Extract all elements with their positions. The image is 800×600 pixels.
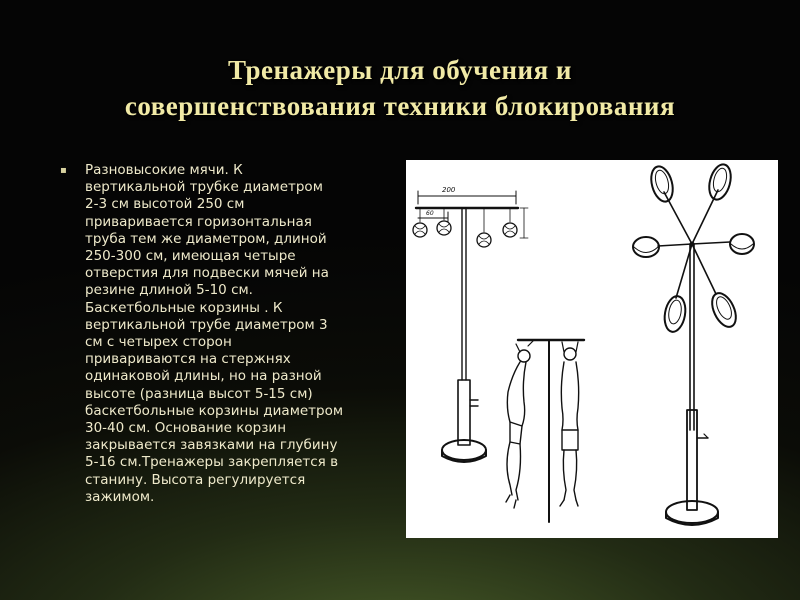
bullet-line: зажимом. (85, 488, 155, 505)
bullet-line: 2-3 см высотой 250 см (85, 196, 245, 213)
bullet-line: высоте (разница высот 5-15 см) (85, 385, 313, 402)
bullet-marker-icon: ▪ (60, 165, 67, 176)
bullet-line: вертикальной трубе диаметром 3 (85, 316, 328, 333)
bullet-line: вертикальной трубке диаметром (85, 179, 323, 196)
bullet-line: баскетбольные корзины диаметром (85, 402, 344, 419)
bullet-line: труба тем же диаметром, длиной (85, 230, 327, 247)
bullet-line: закрывается завязками на глубину (85, 437, 338, 454)
dimension-label: 200 (442, 186, 456, 194)
trainer-illustration (406, 160, 778, 538)
slide-title (20, 52, 780, 124)
hanging-balls-trainer (413, 186, 528, 462)
bullet-line: Разновысокие мячи. К (85, 162, 243, 178)
trainer-illustration-svg (406, 160, 778, 538)
bullet-line: 5-16 см.Тренажеры закрепляется в (85, 454, 339, 471)
bullet-line: см с четырех сторон (85, 334, 232, 351)
bullet-line: привариваются на стержнях (85, 351, 291, 368)
bullet-line: Баскетбольные корзины . К (85, 299, 283, 316)
bullet-line: резине длиной 5-10 см. (85, 282, 253, 299)
basket-trainer (633, 162, 754, 525)
bullet-line: приваривается горизонтальная (85, 213, 312, 230)
bullet-line: 250-300 см, имеющая четыре (85, 248, 296, 265)
slide-title-line-1: Тренажеры для обучения и (228, 55, 572, 85)
slide-title-line-2: совершенствования техники блокирования (124, 91, 676, 121)
dimension-label: 60 (426, 210, 434, 217)
bullet-text (85, 162, 390, 506)
bullet-line: одинаковой длины, но на разной (85, 368, 322, 385)
bullet-line: 30-40 см. Основание корзин (85, 420, 287, 437)
bullet-line: станину. Высота регулируется (85, 471, 306, 488)
blocking-practice-figures (506, 340, 584, 522)
bullet-line: отверстия для подвески мячей на (85, 265, 329, 282)
